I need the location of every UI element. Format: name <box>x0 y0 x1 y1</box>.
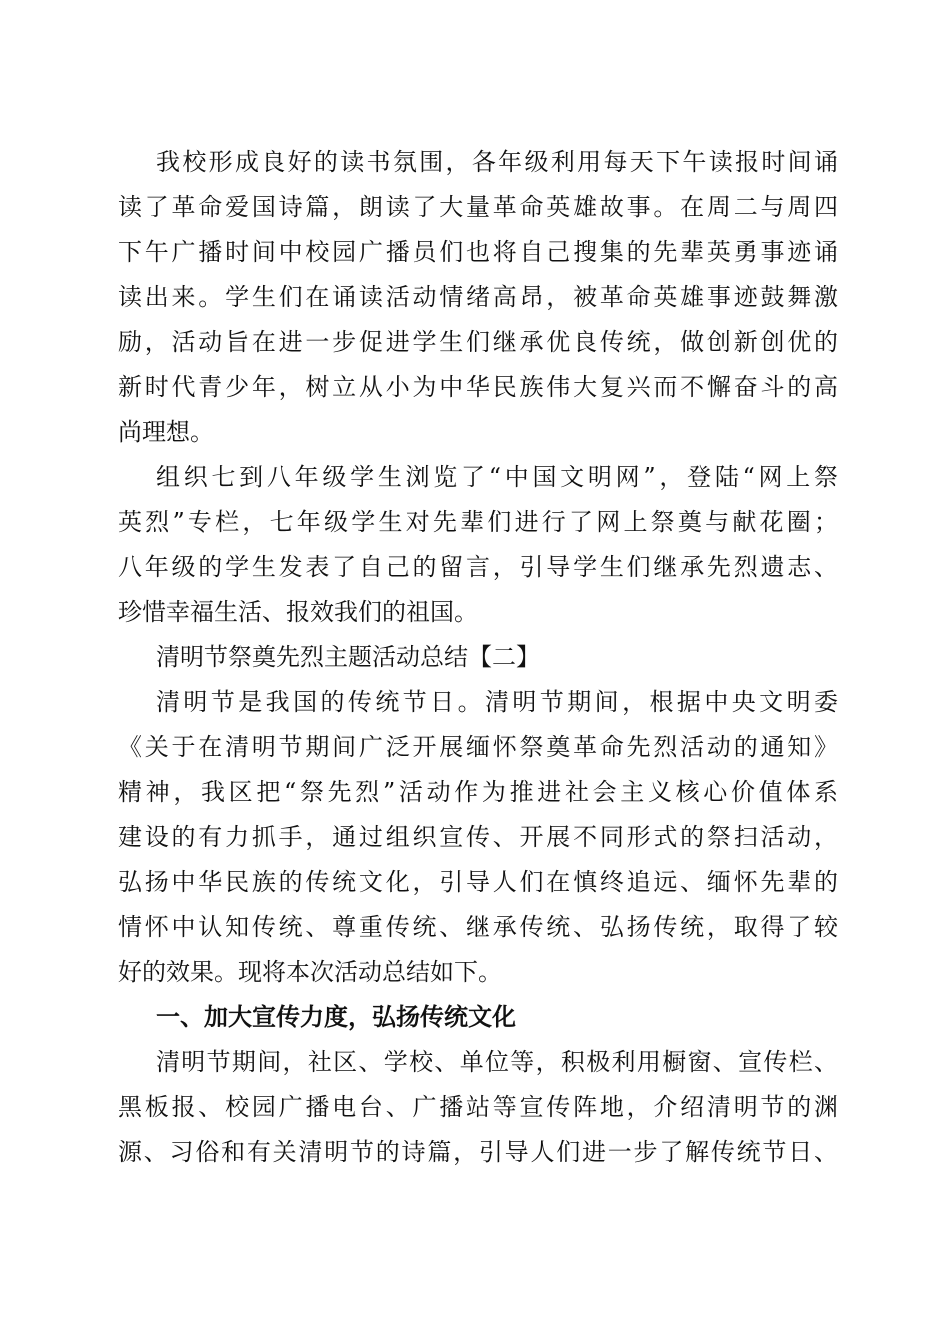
body-text-line: 新时代青少年，树立从小为中华民族伟大复兴而不懈奋斗的高 <box>118 373 838 401</box>
body-text-line: 源、习俗和有关清明节的诗篇，引导人们进一步了解传统节日、 <box>118 1138 838 1166</box>
body-text-line: 珍惜幸福生活、报效我们的祖国。 <box>118 598 478 626</box>
body-text-line: 情怀中认知传统、尊重传统、继承传统、弘扬传统，取得了较 <box>118 913 838 941</box>
body-text-line: 好的效果。现将本次活动总结如下。 <box>118 958 502 986</box>
body-text-line: 清明节是我国的传统节日。清明节期间，根据中央文明委 <box>156 688 838 716</box>
section-heading: 一、加大宣传力度，弘扬传统文化 <box>156 1003 516 1031</box>
body-text-line: 我校形成良好的读书氛围，各年级利用每天下午读报时间诵 <box>156 148 838 176</box>
body-text-line: 英烈”专栏，七年级学生对先辈们进行了网上祭奠与献花圈； <box>118 508 838 536</box>
body-text-line: 下午广播时间中校园广播员们也将自己搜集的先辈英勇事迹诵 <box>118 238 838 266</box>
body-text-line: 八年级的学生发表了自己的留言，引导学生们继承先烈遗志、 <box>118 553 838 581</box>
body-text-line: 精神，我区把“祭先烈”活动作为推进社会主义核心价值体系 <box>118 778 838 806</box>
body-text-line: 励，活动旨在进一步促进学生们继承优良传统，做创新创优的 <box>118 328 838 356</box>
body-text-line: 组织七到八年级学生浏览了“中国文明网”，登陆“网上祭 <box>156 463 838 491</box>
body-text-line: 读出来。学生们在诵读活动情绪高昂，被革命英雄事迹鼓舞激 <box>118 283 838 311</box>
body-text-line: 清明节期间，社区、学校、单位等，积极利用橱窗、宣传栏、 <box>156 1048 838 1076</box>
body-text-line: 读了革命爱国诗篇，朗读了大量革命英雄故事。在周二与周四 <box>118 193 838 221</box>
body-text-line: 弘扬中华民族的传统文化，引导人们在慎终追远、缅怀先辈的 <box>118 868 838 896</box>
body-text-line: 黑板报、校园广播电台、广播站等宣传阵地，介绍清明节的渊 <box>118 1093 838 1121</box>
body-text-line: 《关于在清明节期间广泛开展缅怀祭奠革命先烈活动的通知》 <box>118 733 838 761</box>
section-title: 清明节祭奠先烈主题活动总结【二】 <box>156 643 540 671</box>
body-text-line: 建设的有力抓手，通过组织宣传、开展不同形式的祭扫活动， <box>118 823 838 851</box>
body-text-line: 尚理想。 <box>118 418 214 446</box>
